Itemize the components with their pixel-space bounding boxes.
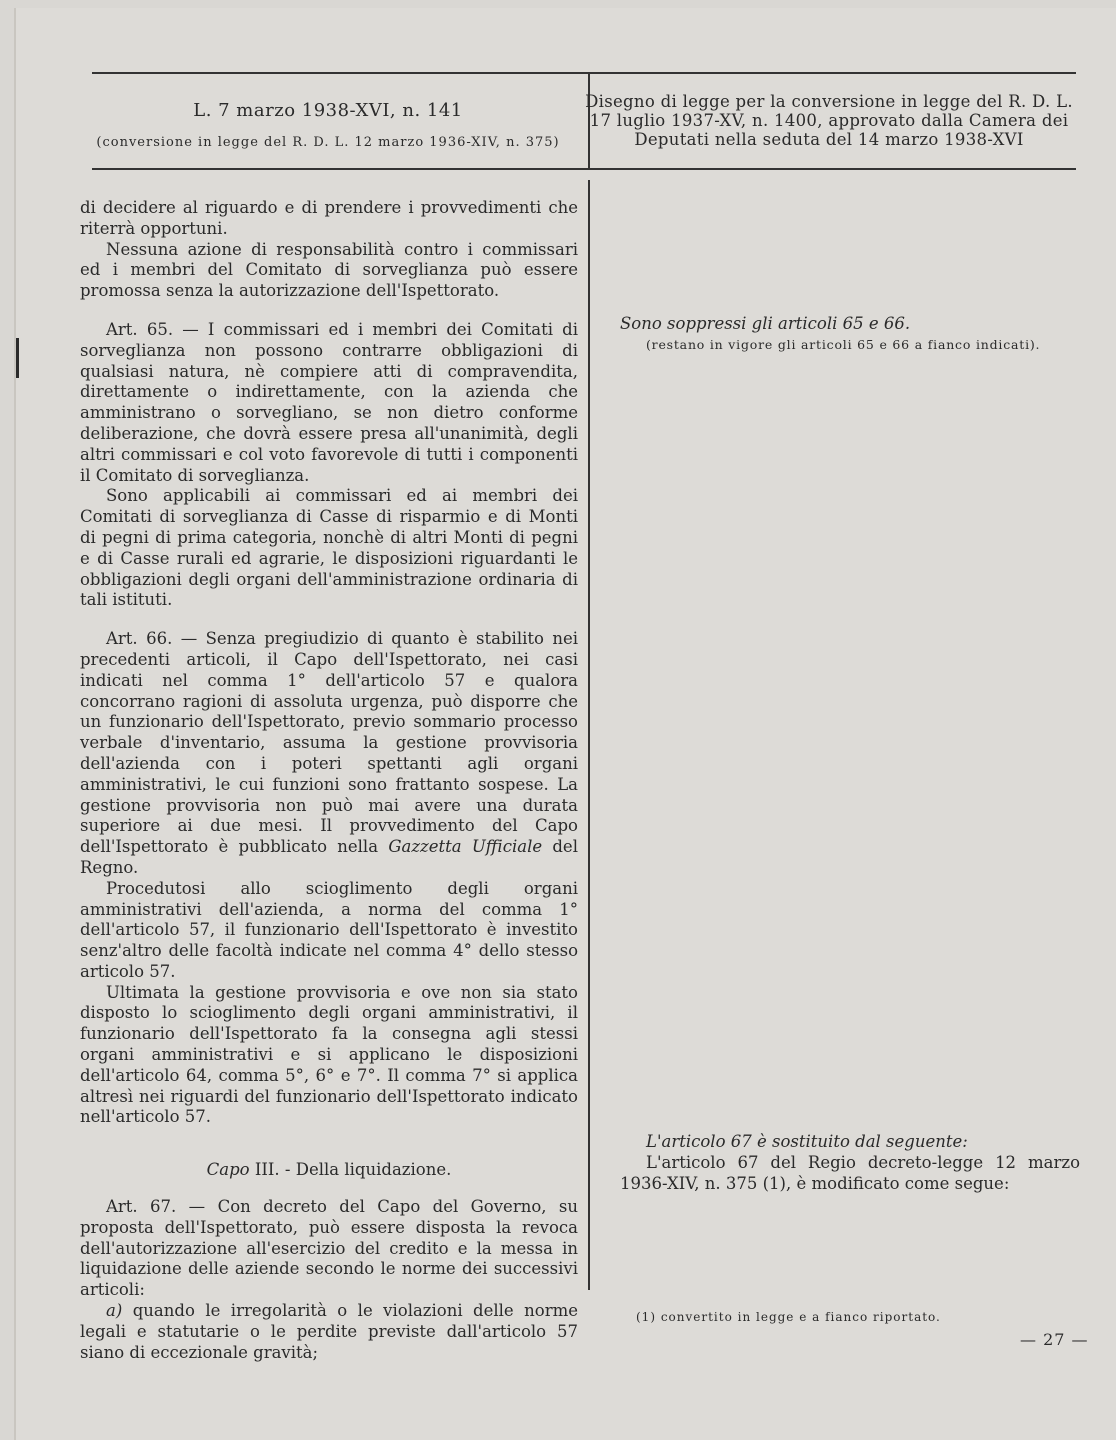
page-number: — 27 — xyxy=(1020,1330,1089,1349)
gazzetta-ufficiale: Gazzetta Ufficiale xyxy=(388,837,543,857)
article-66 xyxy=(80,629,578,879)
left-column xyxy=(80,198,578,1363)
article-67-modification: L'articolo 67 del Regio decreto-legge 12 marzo 1936-XIV, n. 375 (1), è modificato come segue: xyxy=(620,1152,1080,1193)
soppressi-note: Sono soppressi gli articoli 65 e 66. xyxy=(620,314,911,333)
restano-note: (restano in vigore gli articoli 65 e 66 a fianco indicati). xyxy=(646,336,1041,352)
footnote: (1) convertito in legge e a fianco riportato. xyxy=(636,1310,941,1324)
header-bottom-rule xyxy=(92,168,1076,170)
letter-a-label: a) xyxy=(106,1301,123,1321)
paragraph-continuation: di decidere al riguardo e di prendere i provvedimenti che riterrà opportuni. xyxy=(80,198,578,238)
article-67-substitution: L'articolo 67 è sostituito dal seguente: xyxy=(646,1132,968,1151)
right-header xyxy=(582,92,1076,149)
left-header-subtitle: (conversione in legge del R. D. L. 12 marzo 1936-XIV, n. 375) xyxy=(96,135,560,150)
body-column-divider xyxy=(588,180,590,1290)
binding-mark xyxy=(16,338,19,378)
paragraph-responsabilita: Nessuna azione di responsabilità contro i commissari ed i membri del Comitato di sorveglianza può essere promossa senza la autorizzazione dell'Ispettorato. xyxy=(80,239,578,301)
right-header-line-3: Deputati nella seduta del 14 marzo 1938-XVI xyxy=(634,130,1024,149)
left-header xyxy=(78,100,578,150)
left-header-title: L. 7 marzo 1938-XVI, n. 141 xyxy=(193,100,463,121)
article-65: Art. 65. — I commissari ed i membri dei Comitati di sorveglianza non possono contrarre obbligazioni di qualsiasi natura, nè compiere atti di compravendita, direttamente o indirettamente, con la azienda che amministrano o sorvegliano, se non dietro conforme deliberazione, che dovrà essere presa all'unanimità, degli altri commissari e col voto favorevole di tutti i componenti il Comitato di sorveglianza. xyxy=(80,319,578,485)
article-65-comma-2: Sono applicabili ai commissari ed ai membri dei Comitati di sorveglianza di Casse di risparmio e di Monti di pegni di prima categoria, nonchè di altri Monti di pegni e di Casse rurali ed agrarie, le disposizioni riguardanti le obbligazioni degli organi dell'amministrazione ordinaria di tali istituti. xyxy=(80,486,578,610)
article-66-comma-3: Ultimata la gestione provvisoria e ove non sia stato disposto lo scioglimento degli organi amministrativi, il funzionario dell'Ispettorato fa la consegna agli stessi organi amministrativi e si applicano le disposizioni dell'articolo 64, comma 5°, 6° e 7°. Il comma 7° si applica altresì nei riguardi del funzionario dell'Ispettorato indicato nell'articolo 57. xyxy=(80,982,578,1127)
chapter-heading xyxy=(80,1160,578,1181)
article-66-end: del Regno. xyxy=(80,837,578,877)
header-top-rule xyxy=(92,72,1076,74)
document-page xyxy=(14,8,1116,1440)
right-note-65-66 xyxy=(620,314,1080,356)
article-66-text: Art. 66. — Senza pregiudizio di quanto è stabilito nei precedenti articoli, il Capo dell'Ispettorato, nei casi indicati nel comma 1° dell'articolo 57 e qualora concorrano ragioni di assoluta urgenza, può disporre che un funzionario dell'Ispettorato, previo sommario processo verbale d'inventario, assuma la gestione provvisoria dell'azienda con i poteri spettanti agli organi amministrativi, le cui funzioni sono frattanto sospese. La gestione provvisoria non può mai avere una durata superiore ai due mesi. Il provvedimento del Capo dell'Ispettorato è pubblicato nella xyxy=(80,629,578,857)
article-66-comma-2: Procedutosi allo scioglimento degli organi amministrativi dell'azienda, a norma del comma 1° dell'articolo 57, il funzionario dell'Ispettorato è investito senz'altro delle facoltà indicate nel comma 4° dello stesso articolo 57. xyxy=(80,878,578,981)
chapter-title: III. - Della liquidazione. xyxy=(254,1160,452,1180)
letter-a-text: quando le irregolarità o le violazioni delle norme legali e statutarie o le perdite previste dall'articolo 57 siano di eccezionale gravità; xyxy=(80,1301,579,1362)
right-header-line-1: Disegno di legge per la conversione in legge del R. D. L. xyxy=(585,92,1073,111)
right-header-line-2: 17 luglio 1937-XV, n. 1400, approvato dalla Camera dei xyxy=(589,111,1069,130)
chapter-word: Capo xyxy=(206,1160,250,1180)
right-note-67 xyxy=(620,1132,1080,1194)
article-67: Art. 67. — Con decreto del Capo del Governo, su proposta dell'Ispettorato, può essere disposta la revoca dell'autorizzazione all'esercizio del credito e la messa in liquidazione delle aziende secondo le norme dei successivi articoli: xyxy=(80,1197,578,1300)
article-67-letter-a xyxy=(80,1301,578,1363)
